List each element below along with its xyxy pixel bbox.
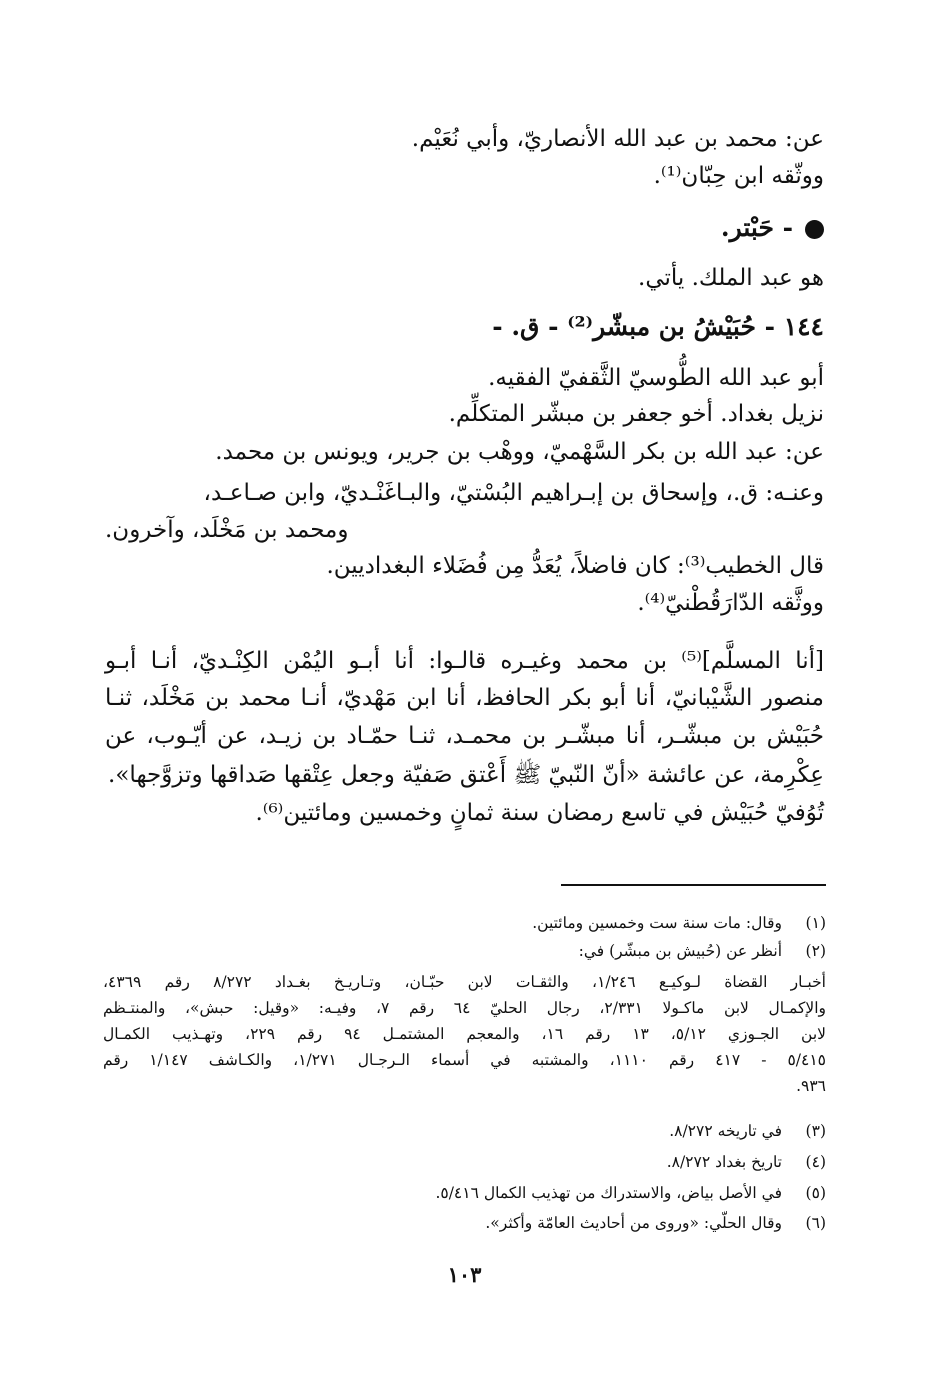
text-line: عن: عبد الله بن بكر السَّهْميّ، ووهْب بن جرير، ويونس بن محمد. <box>215 439 824 465</box>
bullet-dot-icon <box>805 220 824 239</box>
text-line: نزيل بغداد. أخو جعفر بن مبشّر المتكلِّم. <box>448 401 824 427</box>
text-line: ومحمد بن مَخْلَد، وآخرون. <box>105 517 349 543</box>
page-number: ١٠٣ <box>447 1262 482 1287</box>
text-line: عن: محمد بن عبد الله الأنصاريّ، وأبي نُعَيْم. <box>411 126 824 152</box>
footnote-continuation: ٥/٤١٥ - ٤١٧ رقم ١١١٠، والمشتبه في أسماء الـرجـال ١/٢٧١، والكـاشف ١/١٤٧ رقم <box>103 1051 826 1069</box>
text-line: قال الخطيب⁽³⁾: كان فاضلاً، يُعَدُّ مِن فُضَلاء البغداديين. <box>326 553 824 579</box>
text-line: تُوُفيّ حُبَيْش في تاسع رمضان سنة ثمانٍ وخمسين ومائتين⁽⁶⁾. <box>255 800 824 826</box>
footnote: (٤)تاريخ بغداد ٨/٢٧٢. <box>666 1153 826 1171</box>
text-line: وعنـه: ق.، وإسحاق بن إبـراهيم البُسْتيّ، والبـاغَنْـديّ، وابن صـاعـد، <box>203 480 824 506</box>
text-line: [أنا المسلَّم]⁽⁵⁾ بن محمد وغيـره قالـوا: أنا أبـو اليُمْن الكِنْـديّ، أنـا أبـو <box>105 648 825 674</box>
footnote: (٣)في تاريخه ٨/٢٧٢. <box>669 1122 826 1140</box>
footnote-separator <box>561 884 826 886</box>
entry-heading: ١٤٤ - حُبَيْشُ بن مبشّر⁽²⁾ - ق. - <box>492 312 824 341</box>
text-line: منصور الشَّيْبانيّ، أنا أبو بكر الحافظ، أنا ابن مَهْديّ، أنـا محمد بن مَخْلَد، ثنـا <box>105 685 824 711</box>
entry-heading: - حَبْتر. <box>721 210 824 246</box>
footnote-continuation: لابن الجـوزي ٥/١٢، ١٣ رقم ١٦، والمعجم المشتمـل ٩٤ رقم ٢٢٩، وتهـذيب الكمـال <box>103 1025 826 1043</box>
text-line: حُبَيْش بن مبشّـر، أنا مبشّـر بن محمـد، ثنـا حمّـاد بن زيـد، عن أيّـوب، عن <box>105 723 824 749</box>
text-line: أبو عبد الله الطُّوسيّ الثَّقفيّ الفقيه. <box>488 365 824 391</box>
footnote-continuation: ٩٣٦. <box>796 1077 826 1095</box>
footnote: (٢)أنظر عن (حُبيش بن مبشّر) في: <box>578 942 826 960</box>
text-line: ووثّقه ابن حِبّان⁽¹⁾. <box>653 163 824 189</box>
footnote: (٥)في الأصل بياض، والاستدراك من تهذيب الكمال ٥/٤١٦. <box>435 1184 826 1202</box>
footnote: (٦)وقال الحلّي: «وروى من أحاديث العامّة وأكثر». <box>485 1214 826 1232</box>
footnote: (١)وقال: مات سنة ست وخمسين ومائتين. <box>532 914 826 932</box>
text-line: هو عبد الملك. يأتي. <box>638 265 824 291</box>
text-line: عِكْرِمة، عن عائشة «أنّ النّبيّ ﷺ أَعْتق صَفيّة وجعل عِتْقها صَداقها وتزوَّجها». <box>108 762 824 788</box>
text-line: ووثَّقه الدّارَقُطْنيّ⁽⁴⁾. <box>637 590 824 616</box>
footnote-continuation: أخبـار القضاة لـوكيـع ١/٢٤٦، والثقـات لابن حبّـان، وتـاريـخ بغـداد ٨/٢٧٢ رقم ٤٣٦٩، <box>103 973 826 991</box>
footnote-continuation: والإكمـال لابن ماكـولا ٢/٣٣١، رجال الحليّ ٦٤ رقم ٧، وفيـه: «وقيل: حبش»، والمنتـظم <box>103 999 827 1017</box>
